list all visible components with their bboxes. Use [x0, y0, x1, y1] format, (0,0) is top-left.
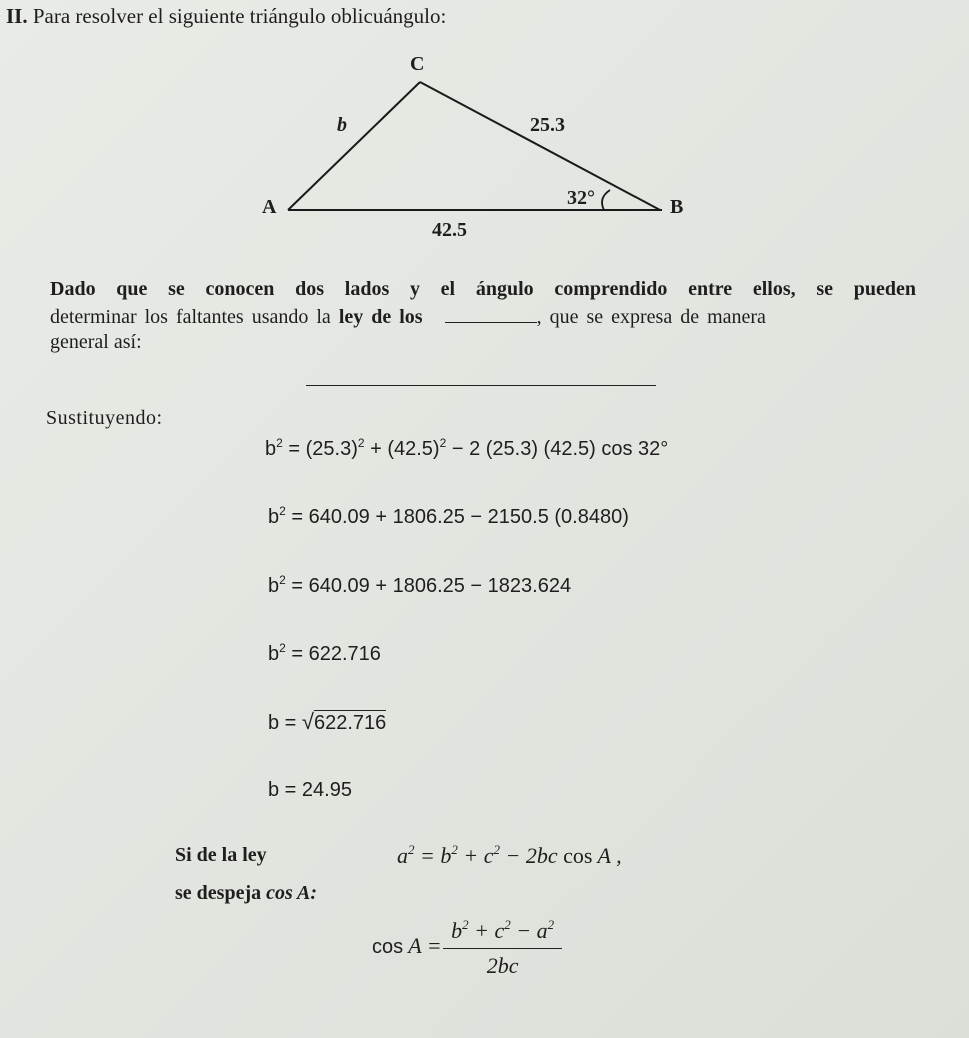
sustituyendo-label: Sustituyendo:: [46, 407, 163, 429]
si-de-la-ley-text: Si de la ley: [175, 844, 267, 866]
side-b-label: b: [337, 114, 347, 136]
cos-a-fraction: [447, 917, 558, 979]
ley-de-los-text: ley de los: [338, 306, 423, 328]
se-despeja-text: se despeja cos A:: [175, 882, 318, 904]
step-5-equation: b = √ 622.716: [268, 709, 387, 734]
section-number: II.: [6, 4, 28, 28]
triangle-diagram: [0, 0, 969, 260]
vertex-a-label: A: [262, 196, 277, 218]
side-a-length-label: 25.3: [530, 114, 565, 136]
square-root: √ 622.716: [301, 709, 387, 734]
cos-a-formula: cos A = $\frac{b^2 + c^2 - a^2}{2bc}$: [372, 917, 558, 979]
angle-b-label: 32°: [567, 187, 595, 209]
vertex-c-label: C: [410, 53, 425, 75]
side-c-length-label: 42.5: [432, 219, 467, 241]
step-1-equation: $b^2 = (25.3)^2 + (42.5)^2 - 2$ (25.3) (42.5) cos 32°: [265, 436, 669, 460]
step-4-equation: $b^2 = 622.716$: [268, 641, 381, 665]
law-of-cosines-formula: $a^2 = b^2 + c^2 - 2bc$ cos A ,: [397, 842, 622, 868]
fraction-numerator: $b^2 + c^2 - a^2$: [451, 917, 555, 943]
intro-line-3: general así:: [50, 331, 142, 353]
vertex-b-label: B: [670, 196, 684, 218]
step-3-equation: $b^2 = 640.09 + 1806.25 - 1823.624$: [268, 573, 572, 597]
section-heading-text: Para resolver el siguiente triángulo oblicuángulo:: [32, 4, 447, 28]
fill-in-blank[interactable]: [445, 305, 537, 323]
intro-line-2: determinar los faltantes usando la ley de los , que se expresa de manera: [50, 306, 766, 328]
step-2-equation: $b^2 = 640.09 + 1806.25 - 2150.5$ (0.8480): [268, 504, 629, 528]
intro-line-1: Dado que se conocen dos lados y el ángulo comprendido entre ellos, se pueden: [50, 278, 916, 300]
side-a-line: [420, 82, 660, 210]
fraction-denominator: 2bc: [443, 948, 562, 979]
side-b-line: [288, 82, 420, 210]
step-6-result: b = 24.95: [268, 779, 352, 801]
angle-arc-b: [602, 190, 610, 210]
formula-blank-line[interactable]: [306, 385, 656, 386]
